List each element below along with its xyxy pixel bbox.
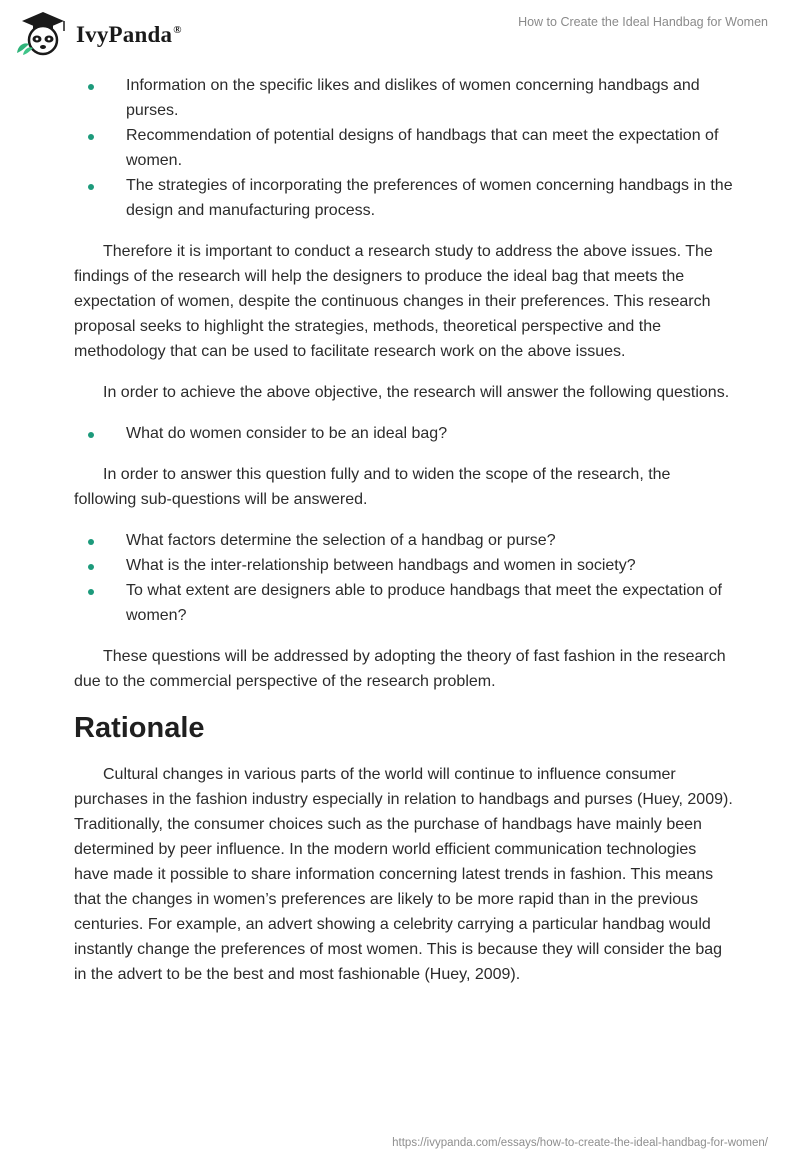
section-heading: Rationale — [74, 712, 205, 744]
essay-content — [74, 73, 734, 987]
research-question-list — [74, 421, 734, 446]
objectives-list — [74, 73, 734, 223]
page-url[interactable]: https://ivypanda.com/essays/how-to-create-the-ideal-handbag-for-women/ — [392, 1137, 768, 1149]
list-item-text: To what extent are designers able to produce handbags that meet the expectation of women? — [126, 582, 722, 624]
list-item-text: Information on the specific likes and dislikes of women concerning handbags and purses. — [126, 77, 700, 119]
list-item — [74, 553, 734, 578]
list-item — [74, 123, 734, 173]
bullet-icon — [88, 84, 94, 90]
bullet-icon — [88, 184, 94, 190]
bullet-icon — [88, 539, 94, 545]
bullet-icon — [88, 134, 94, 140]
brand-name — [76, 22, 182, 48]
registered-mark: ® — [173, 24, 182, 37]
bullet-icon — [88, 564, 94, 570]
page-title: How to Create the Ideal Handbag for Women — [518, 15, 768, 29]
list-item — [74, 73, 734, 123]
paragraph: In order to achieve the above objective, the research will answer the following questions. — [103, 384, 730, 401]
brand-logo[interactable] — [14, 9, 182, 57]
list-item-text: What is the inter-relationship between handbags and women in society? — [126, 557, 636, 574]
panda-logo-icon — [14, 9, 72, 57]
bullet-icon — [88, 432, 94, 438]
bullet-icon — [88, 589, 94, 595]
list-item-text: What factors determine the selection of a handbag or purse? — [126, 532, 556, 549]
list-item — [74, 528, 734, 553]
list-item — [74, 421, 734, 446]
list-item — [74, 173, 734, 223]
sub-questions-list — [74, 528, 734, 628]
list-item-text: Recommendation of potential designs of handbags that can meet the expectation of women. — [126, 127, 719, 169]
paragraph: Therefore it is important to conduct a research study to address the above issues. The findings of the research will help the designers to produce the ideal bag that meets the expectation of women, despite the continuous changes in their preferences. This research proposal seeks to highlight the strategies, methods, theoretical perspective and the methodology that can be used to facilitate research work on the above issues. — [74, 243, 713, 360]
paragraph: In order to answer this question fully and to widen the scope of the research, the following sub-questions will be answered. — [74, 466, 671, 508]
list-item — [74, 578, 734, 628]
paragraph: These questions will be addressed by adopting the theory of fast fashion in the research due to the commercial perspective of the research problem. — [74, 648, 726, 690]
list-item-text: The strategies of incorporating the preferences of women concerning handbags in the design and manufacturing process. — [126, 177, 733, 219]
list-item-text: What do women consider to be an ideal bag? — [126, 425, 448, 442]
paragraph: Cultural changes in various parts of the world will continue to influence consumer purchases in the fashion industry especially in relation to handbags and purses (Huey, 2009). Traditionally, the consumer choices such as the purchase of handbags have mainly been determined by peer influence. In the modern world efficient communication technologies have made it possible to share information concerning latest trends in fashion. This means that the changes in women’s preferences are likely to be more rapid than in the previous centuries. For example, an advert showing a celebrity carrying a particular handbag would instantly change the preferences of most women. This is because they will consider the bag in the advert to be the best and most fashionable (Huey, 2009). — [74, 766, 733, 983]
brand-name-text: IvyPanda — [76, 22, 173, 47]
